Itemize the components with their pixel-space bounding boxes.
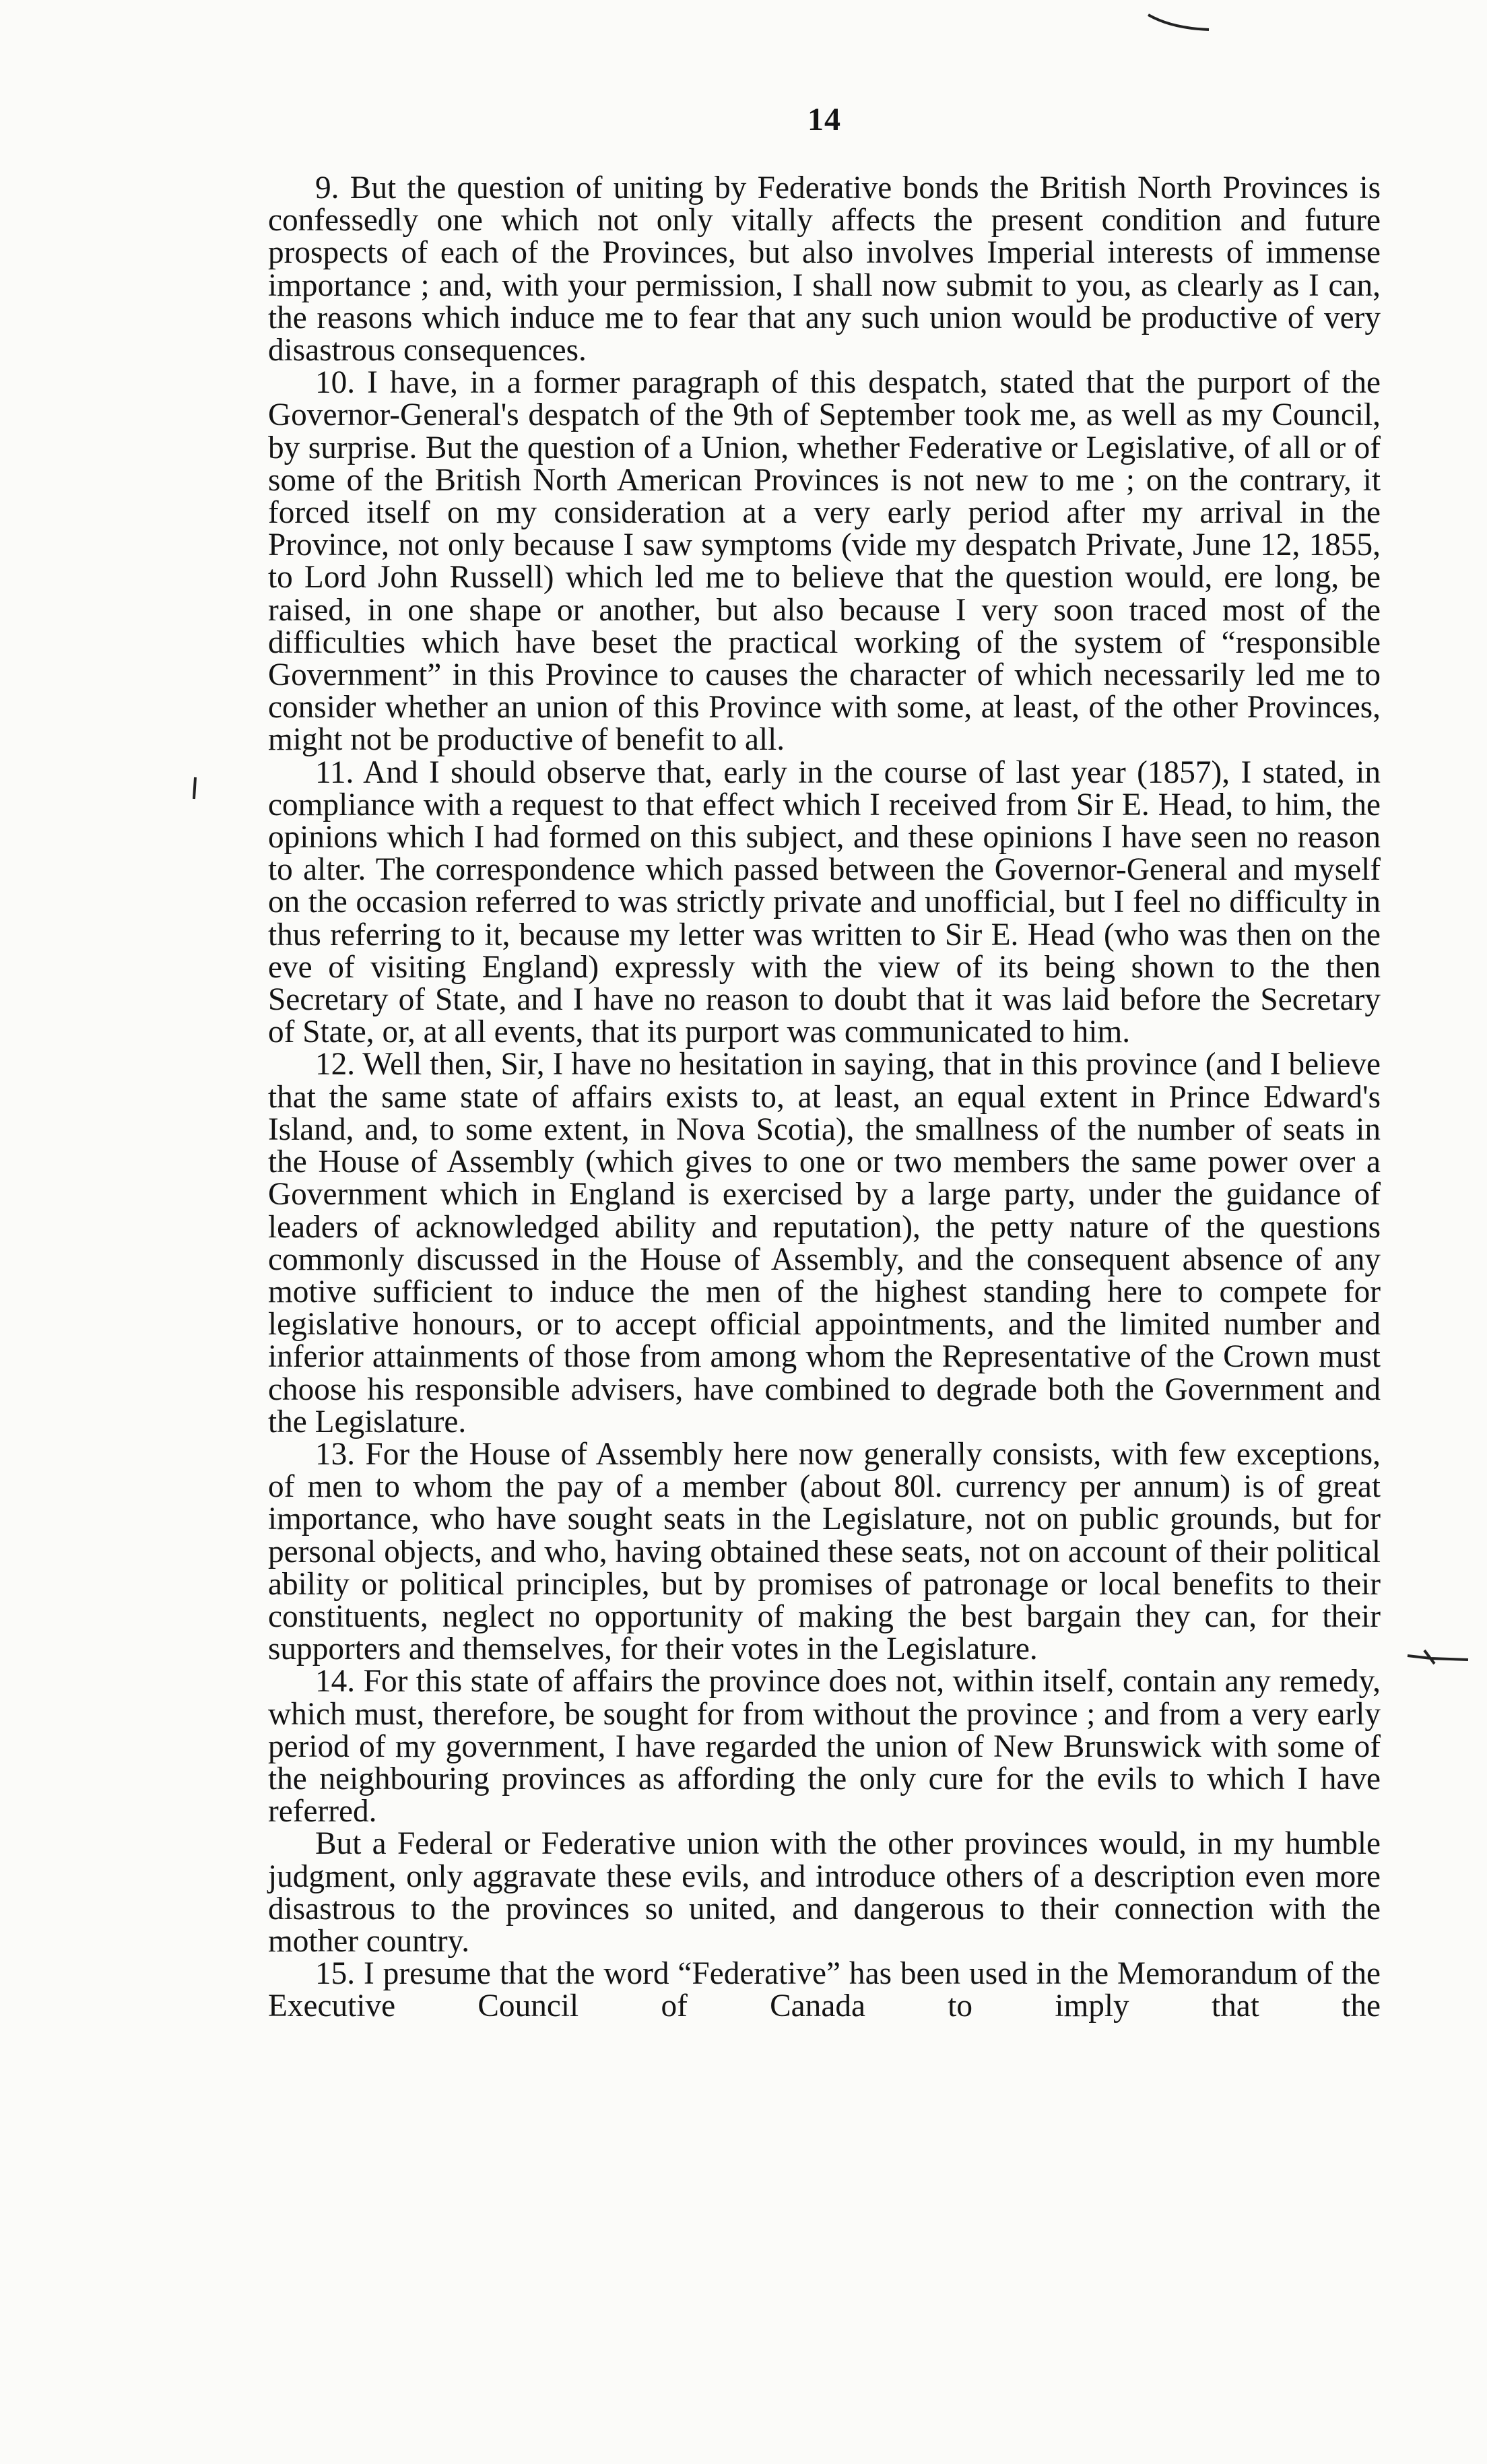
paragraph-14 bbox=[268, 1665, 1381, 1827]
document-page bbox=[268, 101, 1381, 2023]
paragraph-number: 10. bbox=[315, 365, 356, 401]
paragraph-9 bbox=[268, 172, 1381, 366]
paragraph-11 bbox=[268, 756, 1381, 1049]
paragraph-15 bbox=[268, 1957, 1381, 2022]
pen-stroke-icon bbox=[1404, 1644, 1472, 1671]
page-number-text: 14 bbox=[807, 102, 841, 137]
paragraph-12 bbox=[268, 1048, 1381, 1437]
paragraph-number: 11. bbox=[315, 754, 354, 790]
paragraph-number: 15. bbox=[315, 1956, 356, 1992]
paragraph-text: For this state of affairs the province does not, within itself, contain any remedy, which must, therefore, be sought for from without the province ; and from a very early period of my government, I have regarded the union of New Brunswick with some of the neighbouring provinces as affording the only cure for the evils to which I have referred. bbox=[268, 1664, 1381, 1829]
paragraph-text: For the House of Assembly here now generally consists, with few exceptions, of men to whom the pay of a member (about 80l. currency per annum) is of great importance, who have sought seats in the Legislature, not on public grounds, but for personal objects, and who, having obtained these seats, not on account of their political ability or political principles, but by promises of patronage or local benefits to their constituents, neglect no opportunity of making the best bargain they can, for their supporters and themselves, for their votes in the Legislature. bbox=[268, 1436, 1381, 1667]
paragraph-13 bbox=[268, 1438, 1381, 1665]
paragraph-text: I presume that the word “Federative” has been used in the Memorandum of the Executive Council of Canada to imply that the bbox=[268, 1956, 1381, 2024]
paragraph-text: Well then, Sir, I have no hesitation in saying, that in this province (and I believe that the same state of affairs exists to, at least, an equal extent in Prince Edward's Island, and, to some extent, in Nova Scotia), the smallness of the number of seats in the House of Assembly (which gives to one or two members the same power over a Government which in England is exercised by a large party, under the guidance of leaders of acknowledged ability and reputation), the petty nature of the questions commonly discussed in the House of Assembly, and the consequent absence of any motive sufficient to induce the men of the highest standing here to compete for legislative honours, or to accept official appointments, and the limited number and inferior attainments of those from among whom the Representative of the Crown must choose his responsible advisers, have combined to degrade both the Government and the Legislature. bbox=[268, 1047, 1381, 1439]
margin-mark-left bbox=[189, 775, 202, 802]
paragraph-number: 13. bbox=[315, 1436, 356, 1472]
paragraph-10 bbox=[268, 366, 1381, 756]
paragraph-text: I have, in a former paragraph of this despatch, stated that the purport of the Governor-General's despatch of the 9th of September took me, as well as my Council, by surprise. But the question of a Union, whether Federative or Legislative, of all or of some of the British North American Provinces is not new to me ; on the contrary, it forced itself on my consideration at a very early period after my arrival in the Province, not only because I saw symptoms (vide my despatch Private, June 12, 1855, to Lord John Russell) which led me to believe that the question would, ere long, be raised, in one shape or another, but also because I very soon traced most of the difficulties which have beset the practical working of the system of “responsible Government” in this Province to causes the character of which necessarily led me to consider whether an union of this Province with some, at least, of the other Provinces, might not be productive of benefit to all. bbox=[268, 365, 1381, 758]
paragraph-text: But the question of uniting by Federative bonds the British North Provinces is confessedly one which not only vitally affects the present condition and future prospects of each of the Provinces, but also involves Imperial interests of immense importance ; and, with your permission, I shall now submit to you, as clearly as I can, the reasons which induce me to fear that any such union would be productive of very disastrous consequences. bbox=[268, 170, 1381, 368]
paragraph-14-continued bbox=[268, 1827, 1381, 1957]
paragraph-text: But a Federal or Federative union with the other provinces would, in my humble judgment, only aggravate these evils, and introduce others of a description even more disastrous to the provinces so united, and dangerous to their connection with the mother country. bbox=[268, 1826, 1381, 1959]
paragraph-number: 9. bbox=[315, 170, 339, 205]
paragraph-text: And I should observe that, early in the course of last year (1857), I stated, in compliance with a request to that effect which I received from Sir E. Head, to him, the opinions which I had formed on this subject, and these opinions I have seen no reason to alter. The correspondence which passed between the Governor-General and myself on the occasion referred to was strictly private and unofficial, but I feel no difficulty in thus referring to it, because my letter was written to Sir E. Head (who was then on the eve of visiting England) expressly with the view of its being shown to the then Secretary of State, and I have no reason to doubt that it was laid before the Secretary of State, or, at all events, that its purport was communicated to him. bbox=[268, 754, 1381, 1050]
pen-stroke-icon bbox=[1145, 8, 1226, 35]
margin-mark-right bbox=[1404, 1644, 1472, 1671]
pen-stroke-icon bbox=[189, 775, 202, 802]
paragraph-number: 14. bbox=[315, 1664, 356, 1699]
page-number bbox=[268, 101, 1381, 138]
margin-mark-top bbox=[1145, 8, 1226, 35]
paragraph-number: 12. bbox=[315, 1047, 356, 1082]
